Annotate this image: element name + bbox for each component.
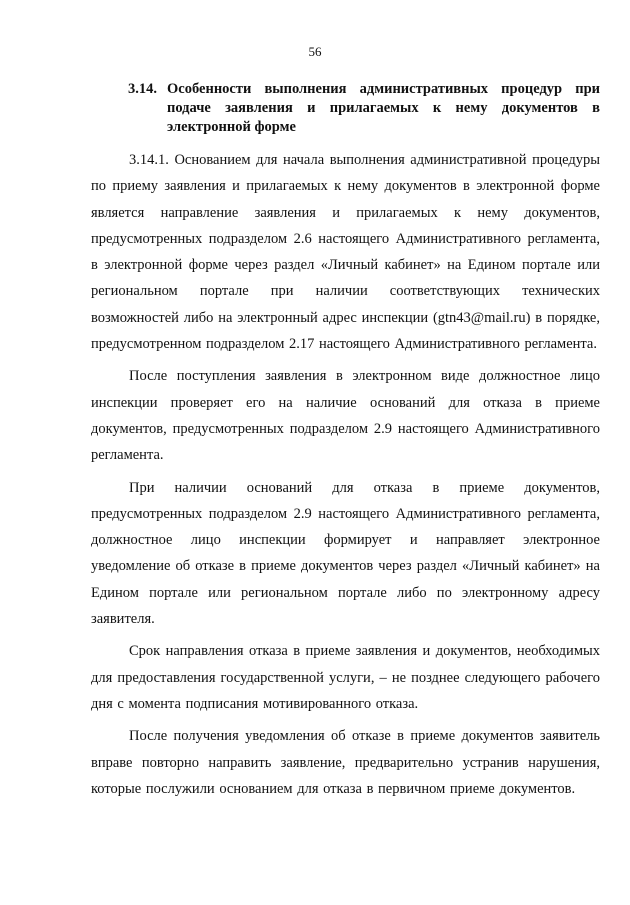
page-number: 56 — [308, 44, 322, 59]
section-heading — [128, 80, 600, 137]
paragraph-3: При наличии оснований для отказа в приеме документов, предусмотренных подразделом 2.9 настоящего Административного регламента, должностное лицо инспекции формирует и направляет электронное уведомление об отказе в приеме документов через раздел «Личный кабинет» на Едином портале или региональном портале либо по электронному адресу заявителя. — [91, 479, 600, 628]
paragraph-1: 3.14.1. Основанием для начала выполнения административной процедуры по приему заявления и прилагаемых к нему документов в электронной форме является направление заявления и прилагаемых к нему документов, предусмотренных подразделом 2.6 настоящего Административного регламента, в электронной форме через раздел «Личный кабинет» на Едином портале или региональном портале при наличии соответствующих технических возможностей либо на электронный адрес инспекции (gtn43@mail.ru) в порядке, предусмотренном подразделом 2.17 настоящего Административного регламента. — [91, 152, 600, 353]
paragraph-5: После получения уведомления об отказе в приеме документов заявитель вправе повторно направить заявление, предварительно устранив нарушения, которые послужили основанием для отказа в первичном приеме документов. — [91, 728, 600, 797]
section-title: Особенности выполнения административных процедур при подаче заявления и прилагаемых к нему документов в электронной форме — [167, 81, 600, 135]
paragraph-4: Срок направления отказа в приеме заявления и документов, необходимых для предоставления государственной услуги, – не позднее следующего рабочего дня с момента подписания мотивированного отказа. — [91, 643, 600, 712]
paragraph-2: После поступления заявления в электронном виде должностное лицо инспекции проверяет его на наличие оснований для отказа в приеме документов, предусмотренных подразделом 2.9 настоящего Административного регламента. — [91, 368, 600, 464]
body-text — [91, 147, 600, 808]
section-number: 3.14. — [128, 81, 157, 97]
